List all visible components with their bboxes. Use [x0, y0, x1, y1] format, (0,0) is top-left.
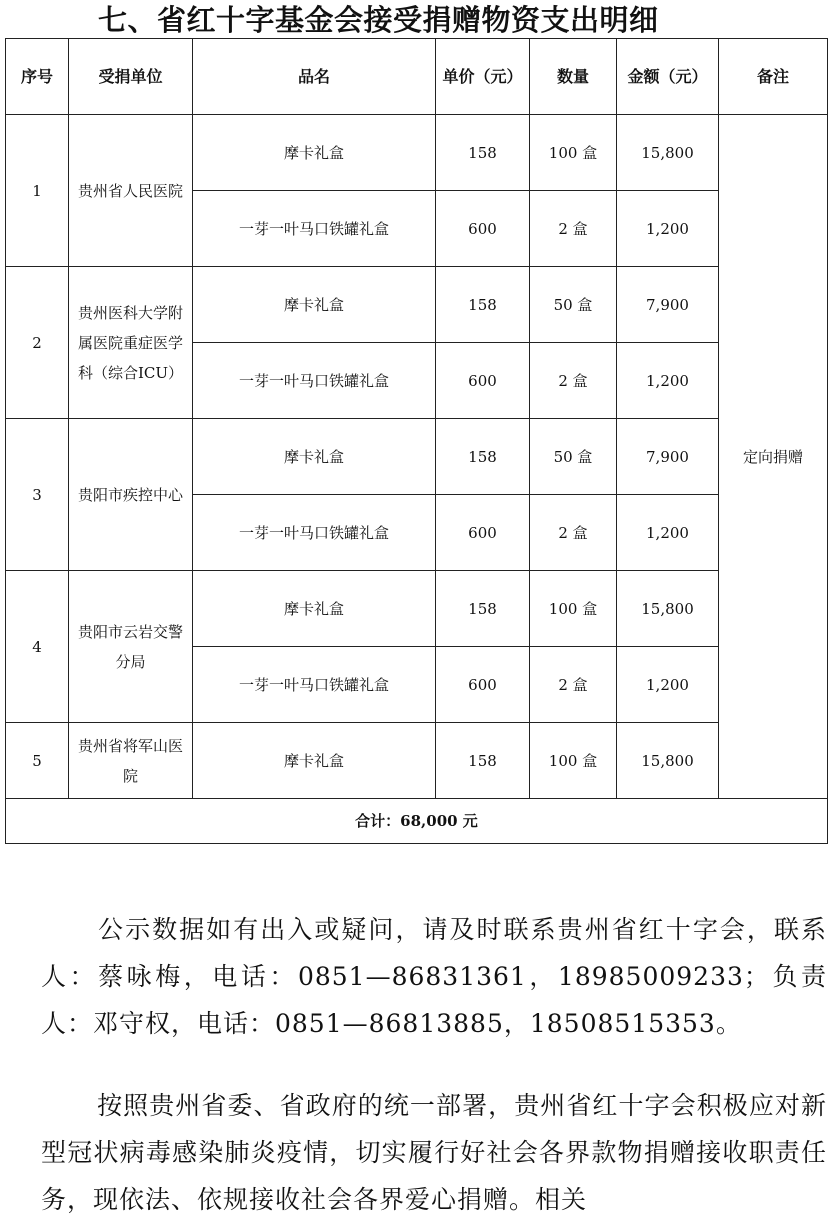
table-row	[6, 267, 828, 343]
amount-cell: 15,800	[617, 115, 719, 191]
contact-paragraph	[41, 906, 827, 1047]
unit-price-cell: 600	[436, 647, 530, 723]
note-cell: 定向捐赠	[719, 115, 828, 799]
header-amount: 金额（元）	[617, 39, 719, 115]
recipient-cell: 贵阳市云岩交警分局	[69, 571, 193, 723]
item-cell: 一芽一叶马口铁罐礼盒	[193, 191, 436, 267]
amount-cell: 1,200	[617, 343, 719, 419]
seq-cell: 2	[6, 267, 69, 419]
table-row	[6, 571, 828, 647]
seq-cell: 4	[6, 571, 69, 723]
seq-cell: 5	[6, 723, 69, 799]
item-cell: 一芽一叶马口铁罐礼盒	[193, 495, 436, 571]
unit-price-cell: 158	[436, 419, 530, 495]
section-title: 七、省红十字基金会接受捐赠物资支出明细	[98, 3, 659, 37]
statement-paragraph-text: 按照贵州省委、省政府的统一部署，贵州省红十字会积极应对新型冠状病毒感染肺炎疫情，切实履行好社会各界款物捐赠接收职责任务，现依法、依规接收社会各界爱心捐赠。相关	[41, 1091, 827, 1214]
amount-cell: 1,200	[617, 495, 719, 571]
amount-cell: 1,200	[617, 647, 719, 723]
header-item: 品名	[193, 39, 436, 115]
item-cell: 摩卡礼盒	[193, 115, 436, 191]
unit-price-cell: 158	[436, 115, 530, 191]
unit-price-cell: 158	[436, 571, 530, 647]
unit-price-cell: 158	[436, 723, 530, 799]
amount-cell: 7,900	[617, 419, 719, 495]
header-unit-price: 单价（元）	[436, 39, 530, 115]
unit-price-cell: 600	[436, 191, 530, 267]
item-cell: 一芽一叶马口铁罐礼盒	[193, 647, 436, 723]
statement-paragraph	[41, 1082, 827, 1223]
seq-cell: 1	[6, 115, 69, 267]
quantity-cell: 50 盒	[530, 267, 617, 343]
header-quantity: 数量	[530, 39, 617, 115]
donation-expense-table	[5, 38, 828, 844]
header-seq: 序号	[6, 39, 69, 115]
quantity-cell: 100 盒	[530, 723, 617, 799]
total-row	[6, 799, 828, 844]
item-cell: 一芽一叶马口铁罐礼盒	[193, 343, 436, 419]
contact-paragraph-text: 公示数据如有出入或疑问，请及时联系贵州省红十字会，联系人：蔡咏梅，电话：0851—86831361，18985009233；负责人：邓守权，电话：0851—86813885，18508515353。	[41, 915, 827, 1038]
quantity-cell: 100 盒	[530, 115, 617, 191]
table-row	[6, 723, 828, 799]
quantity-cell: 2 盒	[530, 495, 617, 571]
recipient-cell: 贵州省人民医院	[69, 115, 193, 267]
unit-price-cell: 600	[436, 495, 530, 571]
unit-price-cell: 158	[436, 267, 530, 343]
unit-price-cell: 600	[436, 343, 530, 419]
amount-cell: 15,800	[617, 571, 719, 647]
seq-cell: 3	[6, 419, 69, 571]
quantity-cell: 100 盒	[530, 571, 617, 647]
table-row	[6, 115, 828, 191]
header-recipient: 受捐单位	[69, 39, 193, 115]
recipient-cell: 贵州省将军山医院	[69, 723, 193, 799]
quantity-cell: 2 盒	[530, 191, 617, 267]
item-cell: 摩卡礼盒	[193, 571, 436, 647]
recipient-cell: 贵州医科大学附属医院重症医学科（综合ICU）	[69, 267, 193, 419]
header-note: 备注	[719, 39, 828, 115]
table-header-row	[6, 39, 828, 115]
amount-cell: 7,900	[617, 267, 719, 343]
table-row	[6, 419, 828, 495]
item-cell: 摩卡礼盒	[193, 419, 436, 495]
item-cell: 摩卡礼盒	[193, 267, 436, 343]
quantity-cell: 50 盒	[530, 419, 617, 495]
quantity-cell: 2 盒	[530, 647, 617, 723]
total-cell: 合计：68,000 元	[6, 799, 828, 844]
amount-cell: 1,200	[617, 191, 719, 267]
amount-cell: 15,800	[617, 723, 719, 799]
quantity-cell: 2 盒	[530, 343, 617, 419]
recipient-cell: 贵阳市疾控中心	[69, 419, 193, 571]
item-cell: 摩卡礼盒	[193, 723, 436, 799]
